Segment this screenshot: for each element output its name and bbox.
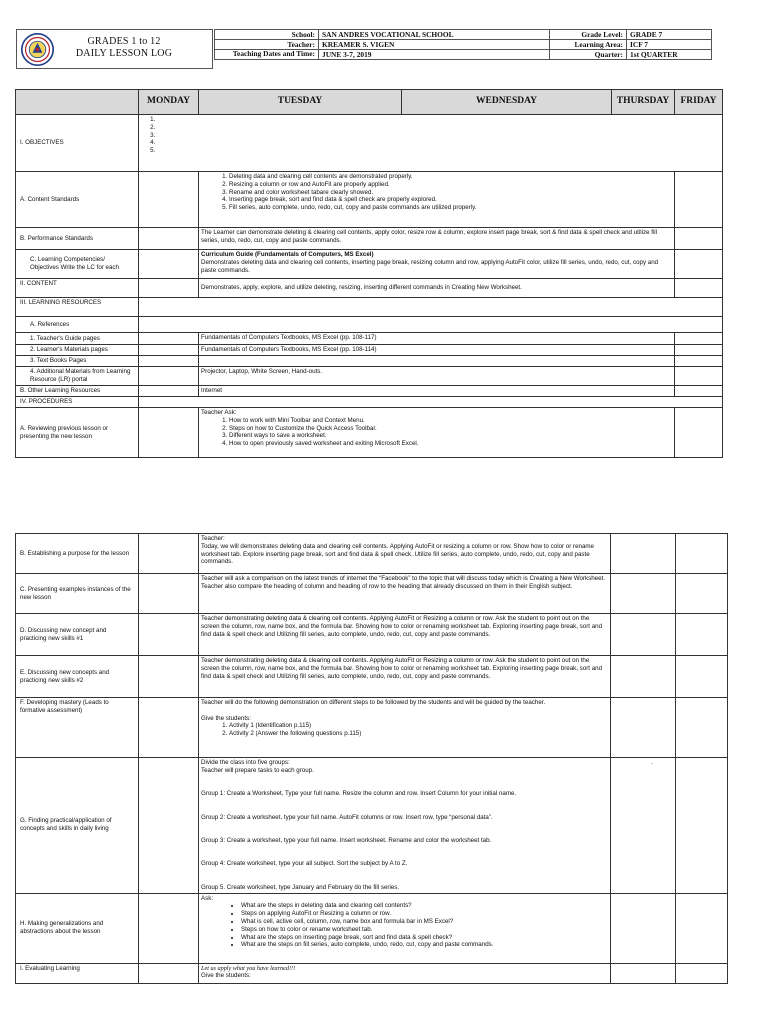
- competencies-title: Curriculum Guide (Fundamentals of Computers, MS Excel): [201, 251, 374, 258]
- content-standard-item: 3. Rename and color worksheet tabare clearly showed.: [229, 189, 672, 197]
- content-standard-item: 5. Fill series, auto complete, undo, redo, cut, copy and paste commands are utilized properly.: [229, 204, 672, 212]
- header-info-table: [214, 29, 712, 60]
- lesson-log-header: [16, 29, 722, 70]
- school-label: School:: [215, 30, 319, 40]
- textbook-pages-cell: [199, 356, 675, 367]
- logo-title-box: [16, 29, 213, 69]
- evaluating-thursday: [611, 963, 676, 983]
- add-friday: [675, 367, 723, 386]
- practical-friday: [676, 758, 728, 894]
- references-cell: [139, 317, 723, 333]
- tb-friday: [675, 356, 723, 367]
- content-standards-row: [16, 172, 723, 228]
- generalize-cell: [199, 893, 611, 963]
- competencies-row: [16, 250, 723, 279]
- mastery-monday: [139, 698, 199, 758]
- purpose-head: Teacher:: [201, 535, 225, 542]
- evaluating-head: Let us apply what you have learned!!!: [201, 964, 296, 972]
- generalize-item: • What is cell, active cell, column, row, name box and formula bar in MS Excel?: [241, 918, 608, 926]
- procedures-label: IV. PROCEDURES: [16, 397, 139, 408]
- discuss2-thursday: [611, 656, 676, 698]
- day-monday: MONDAY: [139, 90, 199, 115]
- resources-row: [16, 298, 723, 317]
- reviewing-row: [16, 408, 723, 458]
- generalize-item: • Steps on applying AutoFit or Resizing a column or row.: [241, 910, 608, 918]
- reviewing-friday: [675, 408, 723, 458]
- competencies-text: Demonstrates deleting data and clearing cell contents, inserting page break, resizing column and row, applying AutoFit color, utilize fill series, undo, redo, cut, copy and paste commands.: [201, 258, 659, 274]
- purpose-monday: [139, 534, 199, 574]
- generalize-item: • What are the steps on fill series, auto complete, undo, redo, cut, copy and paste commands.: [241, 941, 608, 949]
- resources-cell: [139, 298, 723, 317]
- generalize-friday: [676, 893, 728, 963]
- objectives-row: [16, 115, 723, 172]
- discuss1-monday: [139, 614, 199, 656]
- mastery-thursday: [611, 698, 676, 758]
- add-monday: [139, 367, 199, 386]
- tg-friday: [675, 333, 723, 345]
- lesson-table-page2: [15, 533, 728, 984]
- additional-materials-cell: Projector, Laptop, White Screen, Hand-outs.: [199, 367, 675, 386]
- other-friday: [675, 386, 723, 397]
- lm-pages-cell: Fundamentals of Computers Textbooks, MS Excel (pp. 108-114): [199, 345, 675, 356]
- day-header-row: [16, 90, 723, 115]
- practical-intro: Divide the class into five groups:: [201, 759, 290, 766]
- other-resources-row: [16, 386, 723, 397]
- content-friday: [675, 279, 723, 298]
- dates-value: JUNE 3-7, 2019: [319, 50, 550, 60]
- mastery-cell: [199, 698, 611, 758]
- reviewing-item: 2. Steps on how to Customize the Quick Access Toolbar.: [229, 425, 672, 433]
- examples-friday: [676, 574, 728, 614]
- examples-thursday: [611, 574, 676, 614]
- discuss1-thursday: [611, 614, 676, 656]
- group-task: Group 2: Create a worksheet, type your full name. AutoFit columns or row. Insert row, type “personal data”.: [201, 813, 493, 821]
- content-label: II. CONTENT: [16, 279, 139, 298]
- reviewing-label: A. Reviewing previous lesson or presenting the new lesson: [16, 408, 139, 458]
- examples-label: C. Presenting examples instances of the new lesson: [16, 574, 139, 614]
- content-standards-label: A. Content Standards: [16, 172, 139, 228]
- day-friday: FRIDAY: [675, 90, 723, 115]
- tb-monday: [139, 356, 199, 367]
- content-standards-cell: [199, 172, 675, 228]
- discuss2-monday: [139, 656, 199, 698]
- content-row: [16, 279, 723, 298]
- evaluating-row: [16, 963, 728, 983]
- purpose-label: B. Establishing a purpose for the lesson: [16, 534, 139, 574]
- purpose-text: Today, we will demonstrates deleting data and clearing cell contents. Applying AutoFit or resizing a column or row. Show how to color or rename worksheet tab. Explore inserting page break, sort and find data & spell check. Utilize fill series, auto complete, undo, redo, cut, copy and paste commands.: [201, 542, 594, 566]
- mastery-friday: [676, 698, 728, 758]
- evaluating-monday: [139, 963, 199, 983]
- doc-title: [69, 36, 179, 60]
- generalize-item: • What are the steps on inserting page break, sort and find data & spell check?: [241, 934, 608, 942]
- mastery-label: F. Developing mastery (Leads to formative assessment): [16, 698, 139, 758]
- performance-standards-row: [16, 228, 723, 250]
- reviewing-item: 3. Different ways to save a worksheet.: [229, 432, 672, 440]
- quarter-label: Quarter:: [550, 50, 627, 60]
- generalize-thursday: [611, 893, 676, 963]
- lm-pages-label: 2. Learner's Materials pages: [16, 345, 139, 356]
- evaluating-text: Give the students:: [201, 972, 251, 980]
- doc-title-line1: GRADES 1 to 12: [87, 36, 161, 47]
- practical-label: G. Finding practical/application of concepts and skills in daily living: [16, 758, 139, 894]
- mastery-item: 2. Activity 2 (Answer the following questions p.115): [229, 730, 608, 738]
- generalize-item: • What are the steps in deleting data and clearing cell contents?: [241, 902, 608, 910]
- grade-level-value: GRADE 7: [627, 30, 712, 40]
- content-standard-item: 2. Resizing a column or row and AutoFit are properly applied.: [229, 181, 672, 189]
- group-task: Group 5. Create worksheet, type January and February do the fill series.: [201, 883, 400, 891]
- other-resources-label: B. Other Learning Resources: [16, 386, 139, 397]
- references-row: [16, 317, 723, 333]
- day-thursday: THURSDAY: [612, 90, 675, 115]
- performance-standards-label: B. Performance Standards: [16, 228, 139, 250]
- group-task: Group 1: Create a Worksheet, Type your full name. Resize the column and row. Insert Column for your initial name.: [201, 790, 517, 798]
- discuss2-friday: [676, 656, 728, 698]
- competencies-label: C. Learning Competencies/ Objectives Write the LC for each: [16, 250, 139, 279]
- tg-pages-row: [16, 333, 723, 345]
- day-tuesday: TUESDAY: [199, 90, 402, 115]
- resources-label: III. LEARNING RESOURCES: [16, 298, 139, 317]
- practical-row: [16, 758, 728, 894]
- performance-friday: [675, 228, 723, 250]
- reviewing-cell: [199, 408, 675, 458]
- textbook-pages-row: [16, 356, 723, 367]
- performance-standards-cell: The Learner can demonstrate deleting & clearing cell contents, apply color, resize row & column, explore insert page break, sort & find data & spell check and utilize fill series, undo, redo, cut, copy and paste commands.: [199, 228, 675, 250]
- discuss2-label: E. Discussing new concepts and practicing new skills #2: [16, 656, 139, 698]
- examples-row: [16, 574, 728, 614]
- doc-title-line2: DAILY LESSON LOG: [75, 48, 173, 59]
- lm-monday: [139, 345, 199, 356]
- learning-area-label: Learning Area:: [550, 40, 627, 50]
- competencies-cell: [199, 250, 675, 279]
- discuss2-cell: Teacher demonstrating deleting data & clearing cell contents. Applying AutoFit or Resizing a column or row. Ask the student to point out on the screen the column, row, name box, and the formula bar. Showing how to color or renaming worksheet tab. Exploring inserting page break, sort and find data & spell check and Utilizing fill series, auto complete, undo, redo, cut, copy and paste commands.: [199, 656, 611, 698]
- practical-thursday: .: [611, 758, 676, 894]
- evaluating-friday: [676, 963, 728, 983]
- reviewing-monday: [139, 408, 199, 458]
- day-wednesday: WEDNESDAY: [402, 90, 612, 115]
- mastery-text: Teacher will do the following demonstration on different steps to be followed by the students and will be guided by the teacher.: [201, 699, 546, 706]
- objectives-label: I. OBJECTIVES: [16, 115, 139, 172]
- content-standards-friday: [675, 172, 723, 228]
- examples-monday: [139, 574, 199, 614]
- other-resources-cell: Internet: [199, 386, 675, 397]
- purpose-friday: [676, 534, 728, 574]
- mastery-row: [16, 698, 728, 758]
- examples-cell: [199, 574, 611, 614]
- blank-header-cell: [16, 90, 139, 115]
- dates-label: Teaching Dates and Time:: [215, 50, 319, 60]
- examples-text2: Teacher also compare the heading of column and heading of row to the heading that already discussed on them in their English subject.: [201, 582, 573, 590]
- practical-monday: [139, 758, 199, 894]
- discuss1-cell: Teacher demonstrating deleting data & clearing cell contents. Applying AutoFit or Resizing a column or row. Ask the student to point out on the screen the column, row, name box, and the formula bar. Showing how to color or renaming worksheet tab. Exploring inserting page break, sort and find data & spell check and Utilizing fill series, auto complete, undo, redo, cut, copy and paste commands.: [199, 614, 611, 656]
- performance-monday: [139, 228, 199, 250]
- reviewing-item: 4. How to open previously saved worksheet and exiting Microsoft Excel.: [229, 440, 672, 448]
- purpose-cell: [199, 534, 611, 574]
- discuss2-row: [16, 656, 728, 698]
- lm-friday: [675, 345, 723, 356]
- reviewing-intro: Teacher Ask:: [201, 409, 237, 416]
- content-monday: [139, 279, 199, 298]
- lm-pages-row: [16, 345, 723, 356]
- references-label: A. References: [16, 317, 139, 333]
- discuss1-row: [16, 614, 728, 656]
- generalize-monday: [139, 893, 199, 963]
- content-standard-item: 4. Inserting page break, sort and find data & spell check are properly explored.: [229, 196, 672, 204]
- evaluating-cell: [199, 963, 611, 983]
- tg-pages-label: 1. Teacher's Guide pages: [16, 333, 139, 345]
- group-task: Group 4: Create worksheet, type your all subject. Sort the subject by A to Z.: [201, 860, 408, 868]
- procedures-cell: [139, 397, 723, 408]
- competencies-friday: [675, 250, 723, 279]
- learning-area-value: ICF 7: [627, 40, 712, 50]
- teacher-value: KREAMER S. VIGEN: [319, 40, 550, 50]
- textbook-pages-label: 3. Text Books Pages: [16, 356, 139, 367]
- mastery-item: 1. Activity 1 (Identification p.115): [229, 722, 608, 730]
- content-standard-item: 1. Deleting data and clearing cell contents are demonstrated properly.: [229, 173, 672, 181]
- practical-intro: Teacher will prepare tasks to each group.: [201, 766, 314, 774]
- lesson-table-page1: [15, 89, 723, 458]
- generalize-head: Ask:: [201, 894, 214, 902]
- reviewing-item: 1. How to work with Mini Toolbar and Context Menu.: [229, 417, 672, 425]
- discuss1-label: D. Discussing new concept and practicing new skills #1: [16, 614, 139, 656]
- generalize-label: H. Making generalizations and abstractions about the lesson: [16, 893, 139, 963]
- deped-seal-icon: [21, 33, 54, 66]
- other-monday: [139, 386, 199, 397]
- grade-level-label: Grade Level:: [550, 30, 627, 40]
- quarter-value: 1st QUARTER: [627, 50, 712, 60]
- tg-pages-cell: Fundamentals of Computers Textbooks, MS Excel (pp. 108-117): [199, 333, 675, 345]
- objectives-cell: [139, 115, 723, 172]
- mastery-give: Give the students:: [201, 714, 251, 722]
- competencies-monday: [139, 250, 199, 279]
- purpose-row: [16, 534, 728, 574]
- purpose-thursday: [611, 534, 676, 574]
- additional-materials-label: 4. Additional Materials from Learning Resource (LR) portal: [16, 367, 139, 386]
- tg-monday: [139, 333, 199, 345]
- practical-cell: [199, 758, 611, 894]
- discuss1-friday: [676, 614, 728, 656]
- group-task: Group 3: Create a worksheet, type your full name. Insert worksheet. Rename and color the worksheet tab.: [201, 836, 492, 844]
- teacher-label: Teacher:: [215, 40, 319, 50]
- school-value: SAN ANDRES VOCATIONAL SCHOOL: [319, 30, 550, 40]
- content-cell: Demonstrates, apply, explore, and utilize deleting, resizing, inserting different commands in Creating New Worksheet.: [199, 279, 675, 298]
- generalize-row: [16, 893, 728, 963]
- content-standards-monday: [139, 172, 199, 228]
- procedures-row: [16, 397, 723, 408]
- generalize-item: • Steps on how to color or rename worksheet tab.: [241, 926, 608, 934]
- additional-materials-row: [16, 367, 723, 386]
- examples-text: Teacher will ask a comparison on the latest trends of internet the “Facebook” to the topic that will discuss today which is Creating a New Worksheet.: [201, 575, 605, 582]
- evaluating-label: I. Evaluating Learning: [16, 963, 139, 983]
